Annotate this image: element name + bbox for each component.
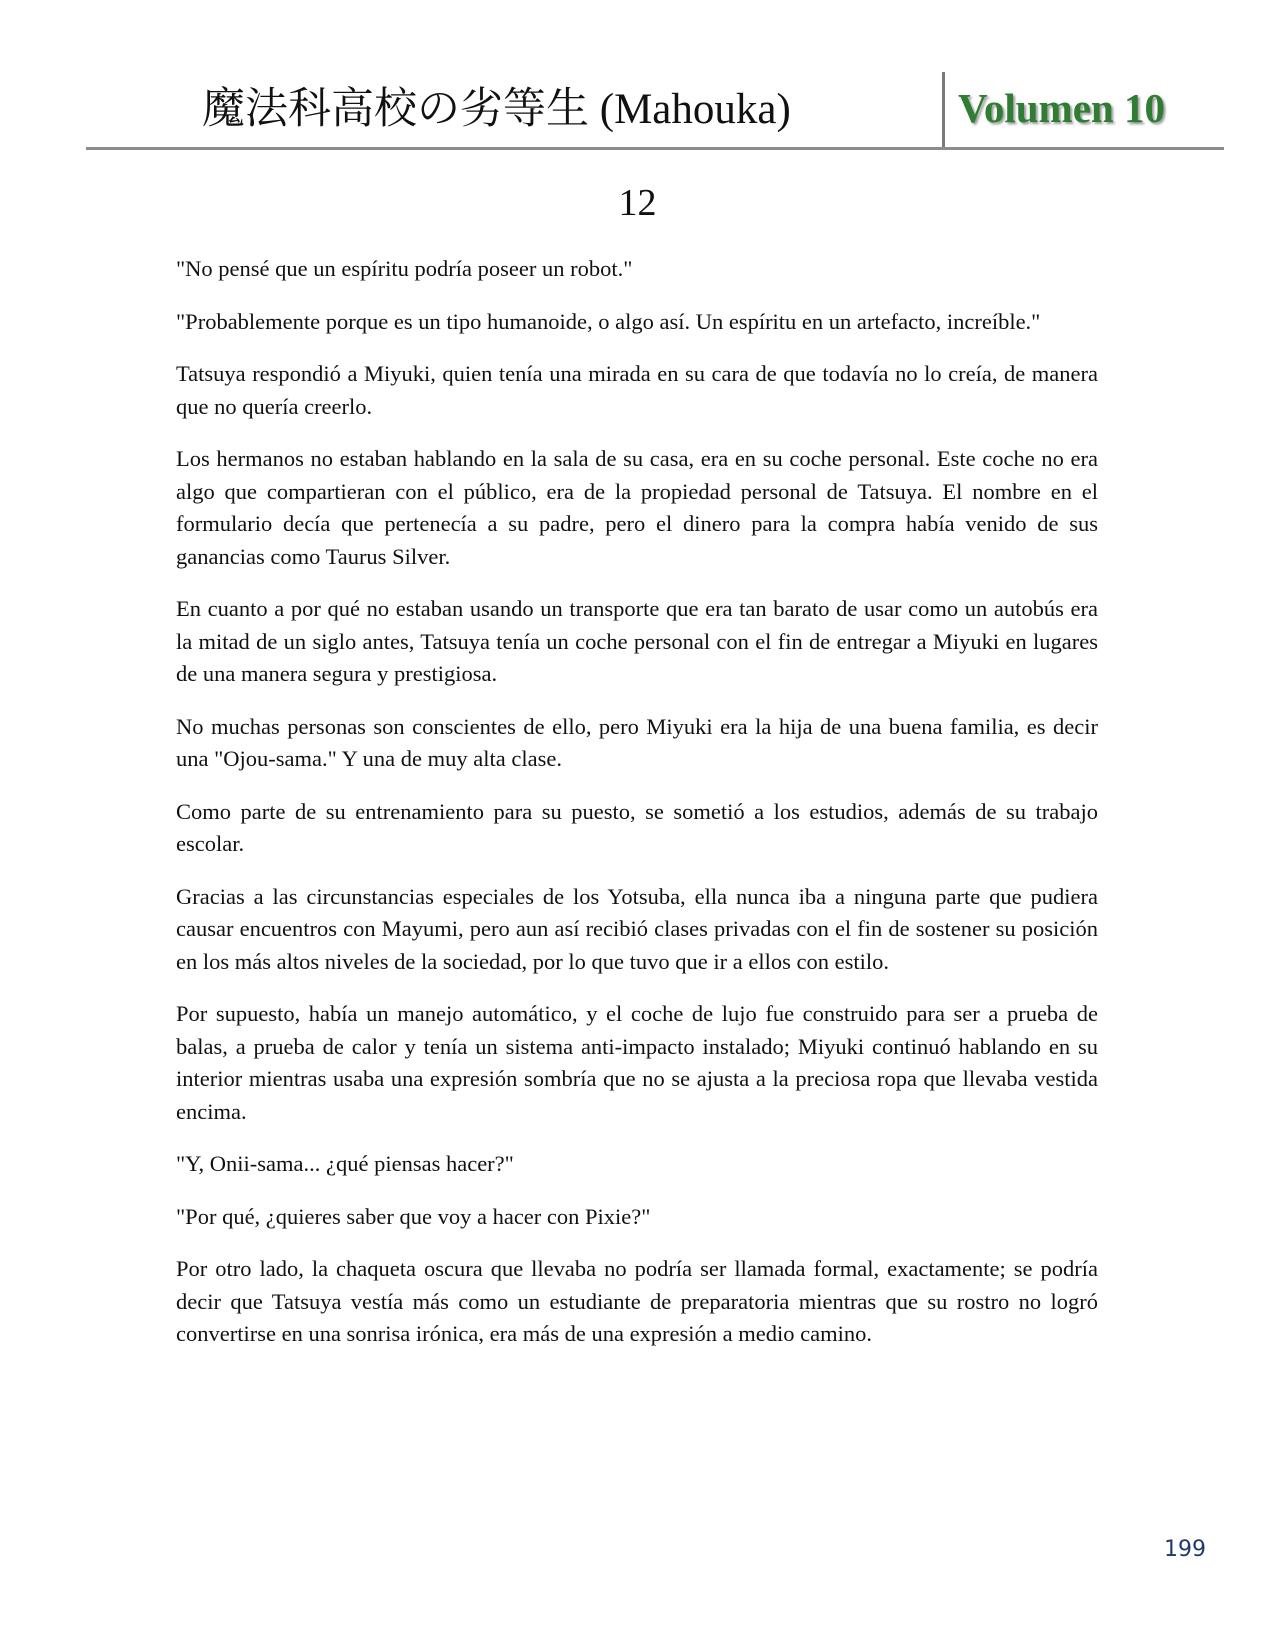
page-header — [86, 70, 1224, 150]
paragraph: Gracias a las circunstancias especiales de los Yotsuba, ella nunca iba a ninguna parte que pudiera causar encuentros con Mayumi, pero aun así recibió clases privadas con el fin de sostener su posición en los más altos niveles de la sociedad, por lo que tuvo que ir a ellos con estilo. — [176, 883, 1098, 974]
paragraph: En cuanto a por qué no estaban usando un transporte que era tan barato de usar como un autobús era la mitad de un siglo antes, Tatsuya tenía un coche personal con el fin de entregar a Miyuki en lugares de una manera segura y prestigiosa. — [176, 596, 1098, 686]
paragraph: "Por qué, ¿quieres saber que voy a hacer con Pixie?" — [176, 1203, 651, 1229]
paragraph: "Probablemente porque es un tipo humanoide, o algo así. Un espíritu en un artefacto, increíble." — [176, 308, 1041, 334]
header-rule — [86, 147, 1224, 150]
page-number: 199 — [1164, 1537, 1206, 1562]
paragraph: Los hermanos no estaban hablando en la sala de su casa, era en su coche personal. Este coche no era algo que compartieran con el público, era de la propiedad personal de Tatsuya. El nombre en el formulario decía que pertenecía a su padre, pero el dinero para la compra había venido de sus ganancias como Taurus Silver. — [176, 446, 1098, 569]
paragraph: Por supuesto, había un manejo automático, y el coche de lujo fue construido para ser a prueba de balas, a prueba de calor y tenía un sistema anti-impacto instalado; Miyuki continuó hablando en su interior mientras usaba una expresión sombría que no se ajusta a la preciosa ropa que llevaba vestida encima. — [176, 1001, 1098, 1124]
body-text — [176, 253, 1098, 1371]
book-title: 魔法科高校の劣等生 (Mahouka) — [202, 86, 791, 133]
chapter-number: 12 — [618, 182, 657, 224]
paragraph: Como parte de su entrenamiento para su puesto, se sometió a los estudios, además de su trabajo escolar. — [176, 798, 1098, 856]
paragraph: "No pensé que un espíritu podría poseer un robot." — [176, 256, 633, 281]
paragraph: No muchas personas son conscientes de ello, pero Miyuki era la hija de una buena familia, es decir una "Ojou-sama." Y una de muy alta clase. — [176, 713, 1098, 771]
paragraph: Tatsuya respondió a Miyuki, quien tenía una mirada en su cara de que todavía no lo creía, de manera que no quería creerlo. — [176, 361, 1098, 419]
paragraph: Por otro lado, la chaqueta oscura que llevaba no podría ser llamada formal, exactamente; se podría decir que Tatsuya vestía más como un estudiante de preparatoria mientras que su rostro no logró convertirse en una sonrisa irónica, era más de una expresión a medio camino. — [176, 1256, 1098, 1346]
paragraph: "Y, Onii-sama... ¿qué piensas hacer?" — [176, 1151, 514, 1176]
header-divider — [942, 72, 945, 147]
volume-label: Volumen 10 — [958, 85, 1165, 131]
